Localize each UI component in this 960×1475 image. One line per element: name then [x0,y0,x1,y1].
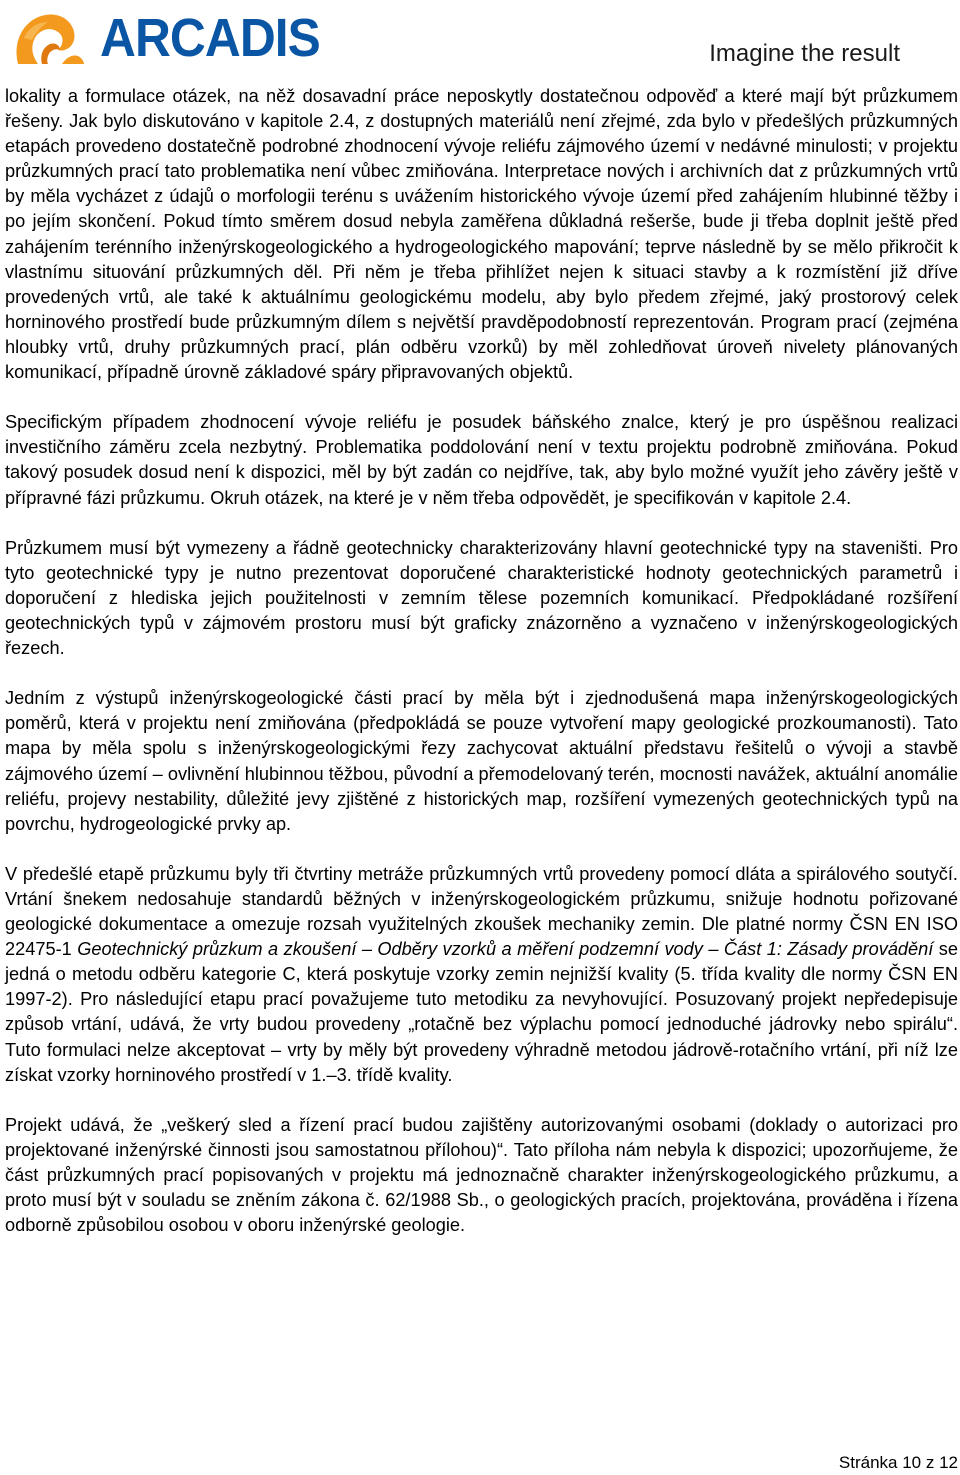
paragraph-3: Průzkumem musí být vymezeny a řádně geotechnicky charakterizovány hlavní geotechnické typy na staveništi. Pro tyto geotechnické typy je nutno prezentovat doporučené charakteristické hodnoty geotechnických parametrů i doporučení z hlediska jejich použitelnosti v zemním tělese pozemních komunikací. Předpokládané rozšíření geotechnických typů v zájmovém prostoru musí být graficky znázorněno a vyznačeno v inženýrskogeologických řezech. [5,537,958,659]
logo-wordmark: ARCADIS [100,8,320,68]
document-body [5,84,958,1263]
paragraph-5 [5,862,958,1088]
tagline: Imagine the result [709,40,900,67]
paragraph-2: Specifickým případem zhodnocení vývoje reliéfu je posudek báňského znalce, který je pro úspěšnou realizaci investičního záměru zcela nezbytný. Problematika poddolování není v textu projektu podrobně zmiňována. Pokud takový posudek dosud není k dispozici, měl by být zadán co nejdříve, tak, aby bylo možné využít jeho závěry ještě v přípravné fázi průzkumu. Okruh otázek, na které je v něm třeba odpovědět, je specifikován v kapitole 2.4. [5,412,958,508]
paragraph-5-text-c: se jedná o metodu odběru kategorie C, která poskytuje vzorky zemin nejnižší kvality (5. třída kvality dle normy ČSN EN 1997-2). Pro následující etapu prací považujeme tuto metodiku za nevyhovující. Posuzovaný projekt nepředepisuje způsob vrtání, udává, že vrty budou provedeny „rotačně bez výplachu pomocí jednoduché jádrovky nebo spirálu“. Tuto formulaci nelze akceptovat – vrty by měly být provedeny výhradně metodou jádrově-rotačního vrtání, při níž lze získat vzorky horninového prostředí v 1.–3. třídě kvality. [5,939,959,1085]
arcadis-logo [12,8,320,68]
paragraph-4: Jedním z výstupů inženýrskogeologické části prací by měla být i zjednodušená mapa inženýrskogeologických poměrů, která v projektu není zmiňována (předpokládá se pouze vytvoření mapy geologické prozkoumanosti). Tato mapa by měla spolu s inženýrskogeologickými řezy zachycovat aktuální představu řešitelů o vývoji a stavbě zájmového území – ovlivnění hlubinnou těžbou, původní a přemodelovaný terén, mocnosti navážek, aktuální anomálie reliéfu, projevy nestability, důležité jevy zjištěné z historických map, rozšíření vymezených geotechnických typů na povrchu, hydrogeologické prvky ap. [5,688,958,834]
page-header [0,0,960,82]
page-number: Stránka 10 z 12 [838,1453,958,1472]
paragraph-5-text-a: V předešlé etapě průzkumu byly tři čtvrtiny metráže průzkumných vrtů provedeny pomocí dláta a spirálového soutyčí. Vrtání šnekem nedosahuje standardů běžných v inženýrskogeologickém průzkumu, snižuje hodnotu pořizované geologické dokumentace a omezuje rozsah využitelných zkoušek mechaniky zemin. Dle platné normy ČSN EN ISO 22475-1 [5,863,958,960]
standard-title: Geotechnický průzkum a zkoušení – Odběry vzorků a měření podzemní vody – Část 1: Zásady provádění [77,939,934,960]
paragraph-6: Projekt udává, že „veškerý sled a řízení prací budou zajištěny autorizovanými osobami (doklady o autorizaci pro projektované inženýrské činnosti jsou samostatnou přílohou)“. Tato příloha nám nebyla k dispozici; upozorňujeme, že část průzkumných prací popisovaných v projektu má jednoznačně charakter inženýrskogeologického průzkumu, a proto musí být v souladu se zněním zákona č. 62/1988 Sb., o geologických pracích, projektována, prováděna i řízena odborně způsobilou osobou v oboru inženýrské geologie. [5,1114,958,1236]
arcadis-flame-icon [12,8,92,66]
paragraph-1: lokality a formulace otázek, na něž dosavadní práce neposkytly dostatečnou odpověď a které mají být průzkumem řešeny. Jak bylo diskutováno v kapitole 2.4, z dostupných materiálů není zřejmé, zda bylo v předešlých průzkumných etapách provedeno dostatečně podrobné zhodnocení vývoje reliéfu zájmového území v nedávné minulosti; v projektu průzkumných prací tato problematika není vůbec zmiňována. Interpretace nových i archivních dat z průzkumných vrtů by měla vycházet z údajů o morfologii terénu s uvážením historického vývoje území před zahájením hlubinné těžby i po jejím skončení. Pokud tímto směrem dosud nebyla zaměřena důkladná rešerše, bude ji třeba doplnit ještě před zahájením terénního inženýrskogeologického a hydrogeologického mapování; teprve následně by se mělo přikročit k vlastnímu situování průzkumných děl. Při něm je třeba přihlížet nejen k situaci stavby a k rozmístění již dříve provedených vrtů, ale také k aktuálnímu geologickému modelu, aby bylo předem zřejmé, jaký prostorový celek horninového prostředí bude průzkumným dílem s největší pravděpodobností reprezentován. Program prací (zejména hloubky vrtů, druhy průzkumných prací, plán odběru vzorků) by měl zohledňovat úroveň nivelety plánovaných komunikací, případně úrovně základové spáry připravovaných objektů. [5,86,958,383]
